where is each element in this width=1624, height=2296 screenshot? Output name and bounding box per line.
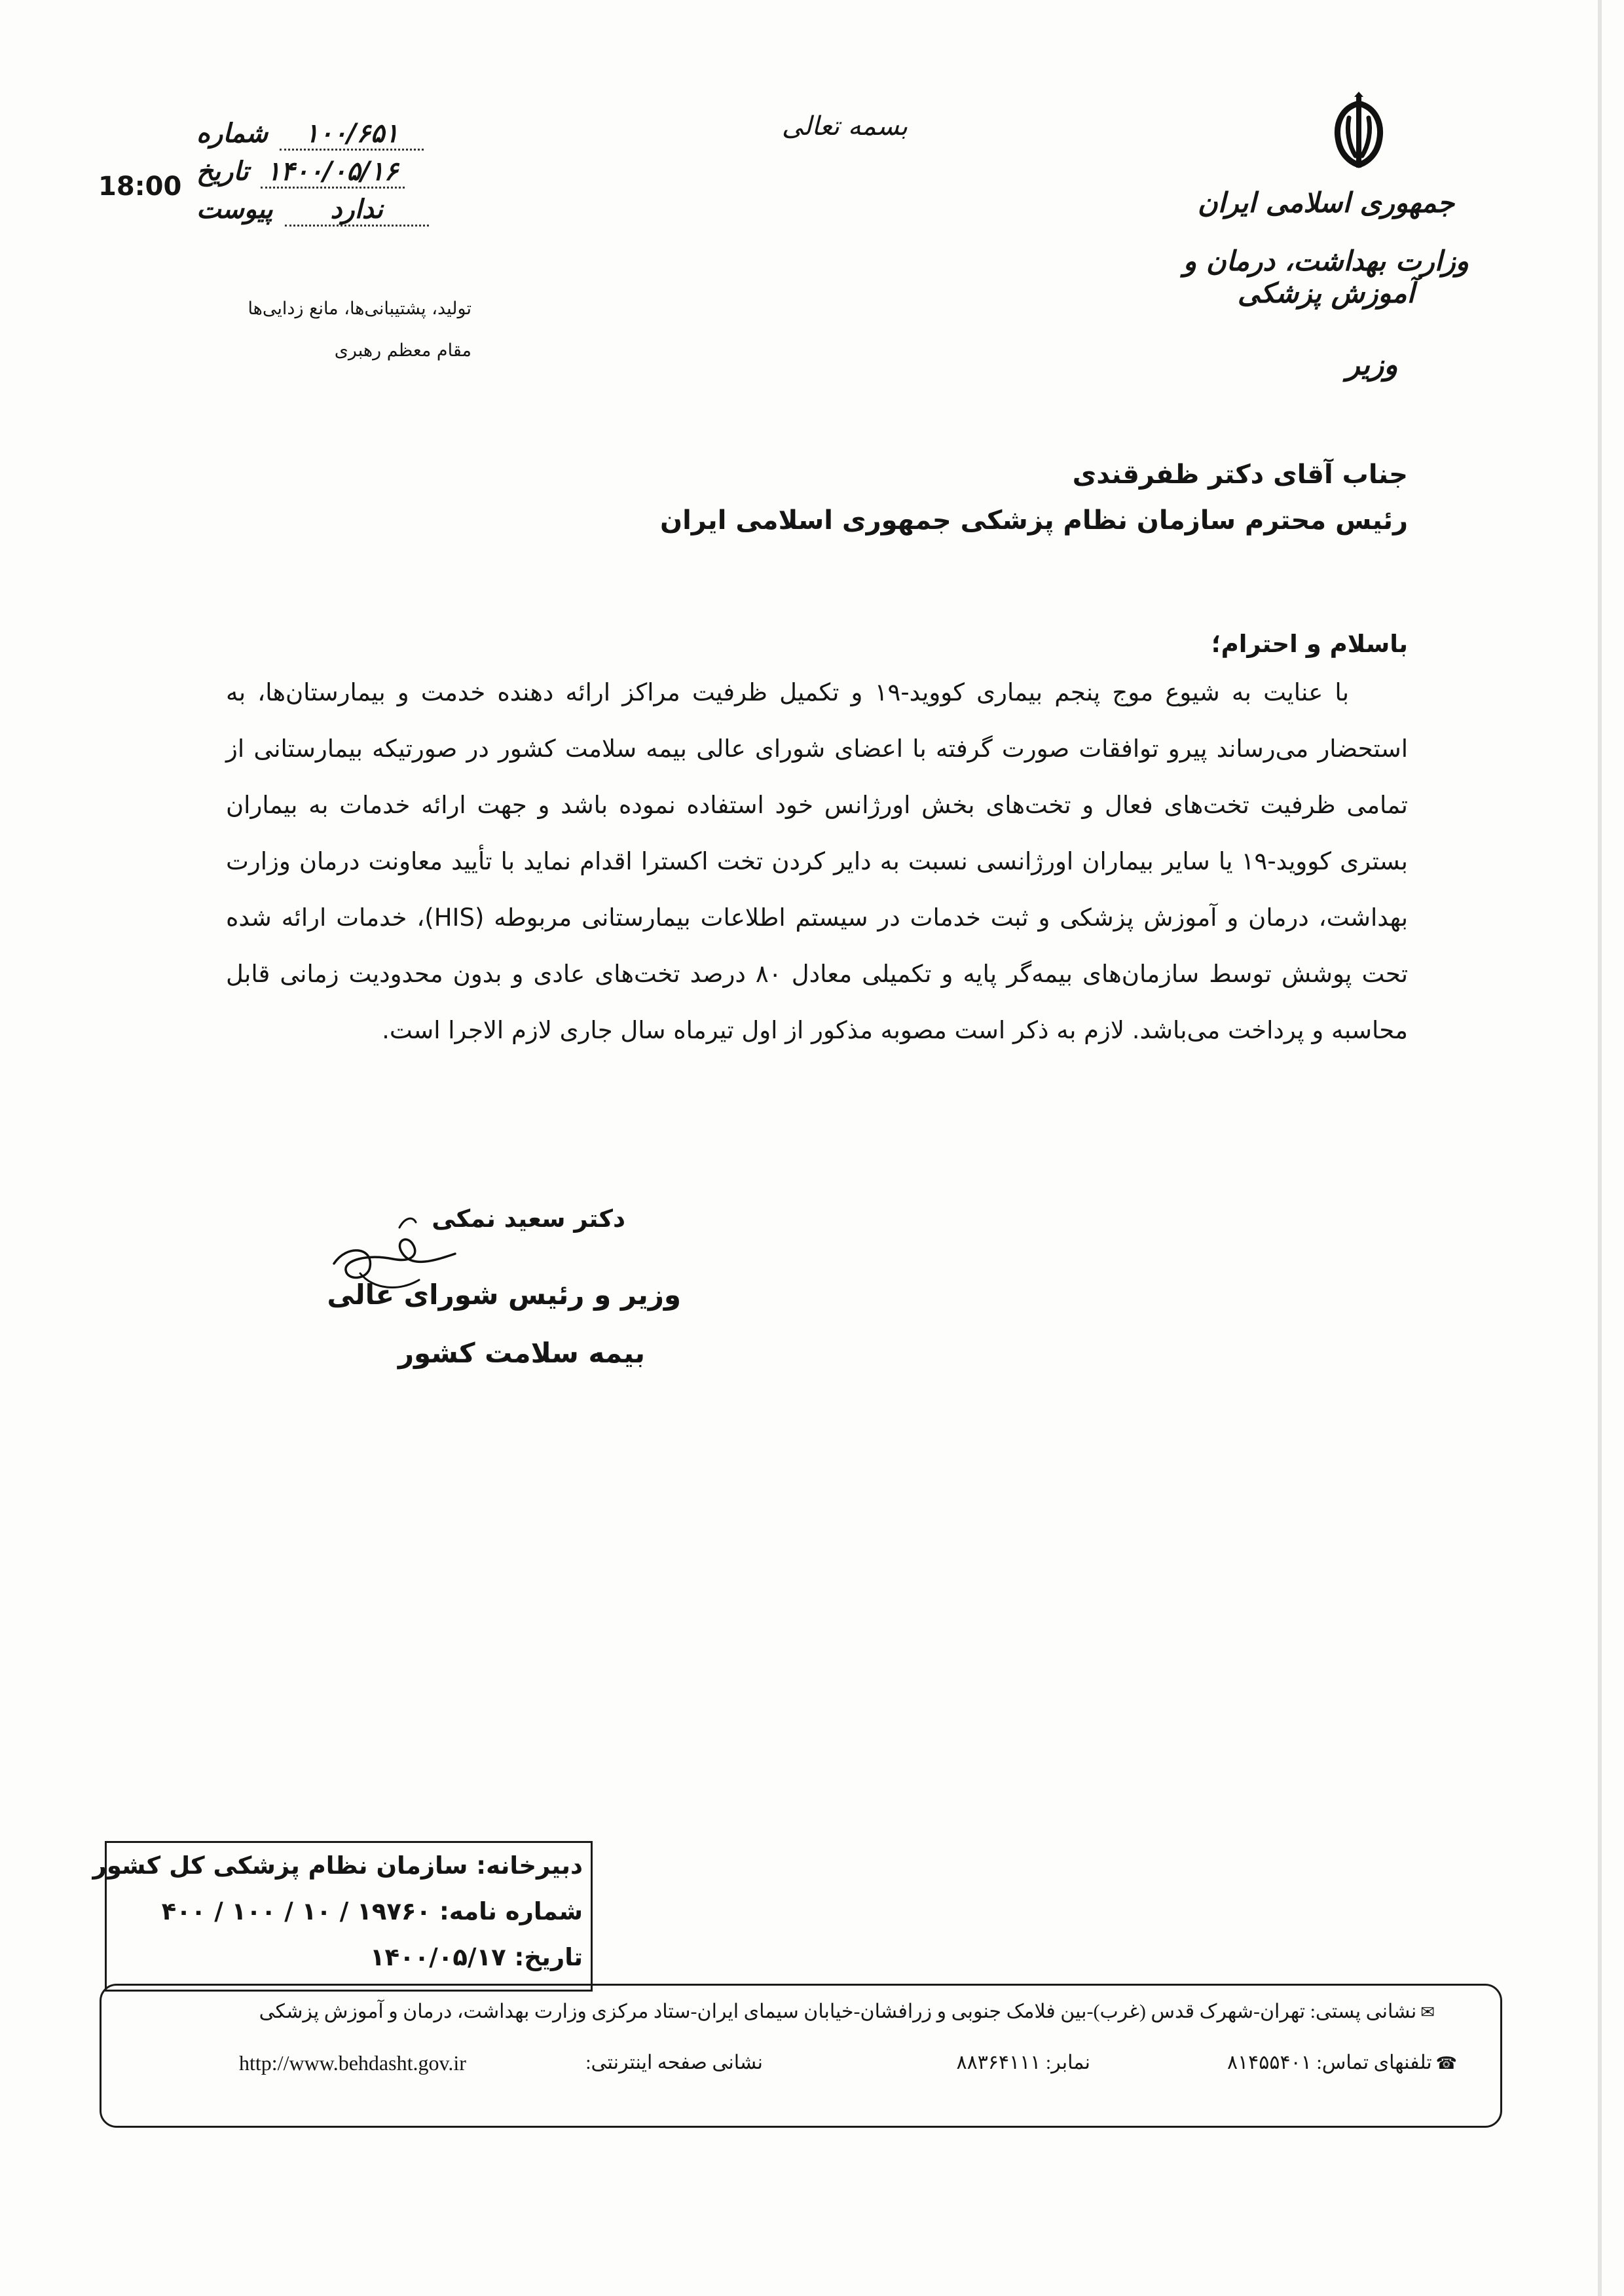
addressee-name: جناب آقای دکتر ظفرقندی [1072,460,1408,490]
contact-row [239,2051,1457,2084]
phone-number [1227,2051,1457,2074]
ministry-office: وزیر [1346,348,1398,382]
letter-attachment-row [196,194,498,227]
letter-date-row [196,156,498,189]
time-note: 18:00 [98,172,182,202]
ministry-header [1166,187,1486,382]
phone-text: تلفنهای تماس: ۸۱۴۵۵۴۰۱ [1227,2052,1432,2073]
letter-attachment-value: ندارد [285,194,429,227]
cc-notes [196,288,471,372]
scan-edge [1598,0,1602,2296]
postal-address-text: نشانی پستی: تهران-شهرک قدس (غرب)-بین فلامک جنوبی و زرافشان-خیابان سیمای ایران-ستاد مرکزی وزارت بهداشت، درمان و آموزش پزشکی [259,2001,1417,2022]
envelope-icon: ✉ [1420,2003,1435,2022]
cc-line-1: تولید، پشتیبانی‌ها، مانع زدایی‌ها [248,299,471,319]
letter-date-value: ۱۴۰۰/۰۵/۱۶ [261,156,405,189]
website-label: نشانی صفحه اینترنتی: [585,2052,763,2073]
signatory-title-2: بیمه سلامت کشور [397,1337,645,1369]
letter-number-label: شماره [196,118,268,149]
letter-attachment-label: پیوست [196,194,273,225]
addressee [360,452,1408,543]
letter-date-label: تاریخ [196,156,249,187]
signatory-title-1: وزیر و رئیس شورای عالی [327,1279,681,1311]
iran-emblem-icon [1323,92,1395,177]
cc-line-2: مقام معظم رهبری [334,340,471,361]
handwritten-signature [321,1208,465,1306]
ministry-country: جمهوری اسلامی ایران [1197,187,1455,219]
ministry-name: وزارت بهداشت، درمان و آموزش پزشکی [1183,245,1469,309]
fax-number: نمابر: ۸۸۳۶۴۱۱۱ [956,2052,1090,2073]
stamp-date: تاریخ: ۱۴۰۰/۰۵/۱۷ [369,1943,583,1971]
invocation: بسمه تعالی [781,111,908,141]
postal-address [158,2000,1435,2023]
secretariat-stamp [92,1841,593,1992]
letter-number-value: ۱۰۰/۶۵۱ [280,118,424,151]
letter-body: با عنایت به شیوع موج پنجم بیماری کووید-۱۹ و تکمیل ظرفیت مراکز ارائه دهنده خدمت و بیمارستان‌ها، به استحضار می‌رساند پیرو توافقات صورت گرفته با اعضای شورای عالی بیمه سلامت کشور در صورتیکه بیمارستانی از تمامی ظرفیت تخت‌های فعال و تخت‌های بخش اورژانس خود استفاده نموده باشد و جهت ارائه خدمات به بیماران بستری کووید-۱۹ یا سایر بیماران اورژانسی نسبت به دایر کردن تخت اکسترا اقدام نماید با تأیید معاونت درمان وزارت بهداشت، درمان و آموزش پزشکی و ثبت خدمات در سیستم اطلاعات بیمارستانی مربوطه (HIS)، خدمات ارائه شده تحت پوشش توسط سازمان‌های بیمه‌گر پایه و تکمیلی معادل ۸۰ درصد تخت‌های عادی و بدون محدودیت زمانی قابل محاسبه و پرداخت می‌باشد. لازم به ذکر است مصوبه مذکور از اول تیرماه سال جاری لازم الاجرا است. [226,678,1409,1044]
greeting: باسلام و احترام؛ [1211,630,1408,658]
telephone-icon: ☎ [1435,2054,1457,2073]
stamp-secretariat: دبیرخانه: سازمان نظام پزشکی کل کشور [92,1851,583,1880]
letter-meta [196,118,498,227]
signatory-name: دکتر سعید نمکی [432,1205,625,1233]
stamp-letter-number: شماره نامه: ۱۹۷۶۰ / ۱۰ / ۱۰۰ / ۴۰۰ [161,1897,583,1925]
letter-number-row [196,118,498,151]
footer-box [100,1984,1502,2128]
website-link[interactable]: http://www.behdasht.gov.ir [239,2051,466,2075]
addressee-title: رئیس محترم سازمان نظام پزشکی جمهوری اسلامی ایران [659,505,1408,536]
